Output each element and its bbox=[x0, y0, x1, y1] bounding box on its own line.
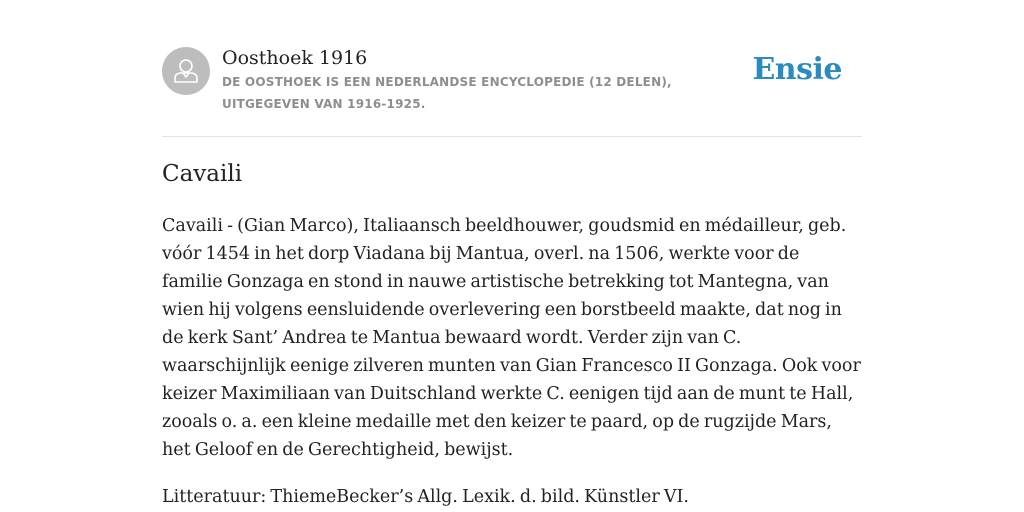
source-header bbox=[162, 42, 862, 137]
article-references: Litteratuur: ThiemeBecker’s Allg. Lexik. d. bild. Künstler VI. bbox=[162, 487, 689, 507]
user-icon bbox=[162, 47, 210, 95]
article-title: Cavaili bbox=[162, 161, 243, 187]
source-description: DE OOSTHOEK IS EEN NEDERLANDSE ENCYCLOPEDIE (12 DELEN), UITGEGEVEN VAN 1916-1925. bbox=[222, 75, 672, 111]
ensie-logo[interactable]: Ensie bbox=[752, 52, 842, 87]
source-title[interactable]: Oosthoek 1916 bbox=[222, 47, 368, 69]
article-body: Cavaili - (Gian Marco), Italiaansch beeldhouwer, goudsmid en médailleur, geb. vóór 1454 in het dorp Viadana bij Mantua, overl. na 1506, werkte voor de familie Gonzaga en stond in nauwe artistische betrekking tot Mantegna, van wien hij volgens eensluidende overlevering een borstbeeld maakte, dat nog in de kerk Sant’ Andrea te Mantua bewaard wordt. Verder zijn van C. waarschijnlijk eenige zilveren munten van Gian Francesco II Gonzaga. Ook voor keizer Maximiliaan van Duitschland werkte C. eenigen tijd aan de munt te Hall, zooals o. a. een kleine medaille met den keizer te paard, op de rugzijde Mars, het Geloof en de Gerechtigheid, bewijst. bbox=[162, 216, 861, 460]
avatar bbox=[162, 47, 210, 95]
